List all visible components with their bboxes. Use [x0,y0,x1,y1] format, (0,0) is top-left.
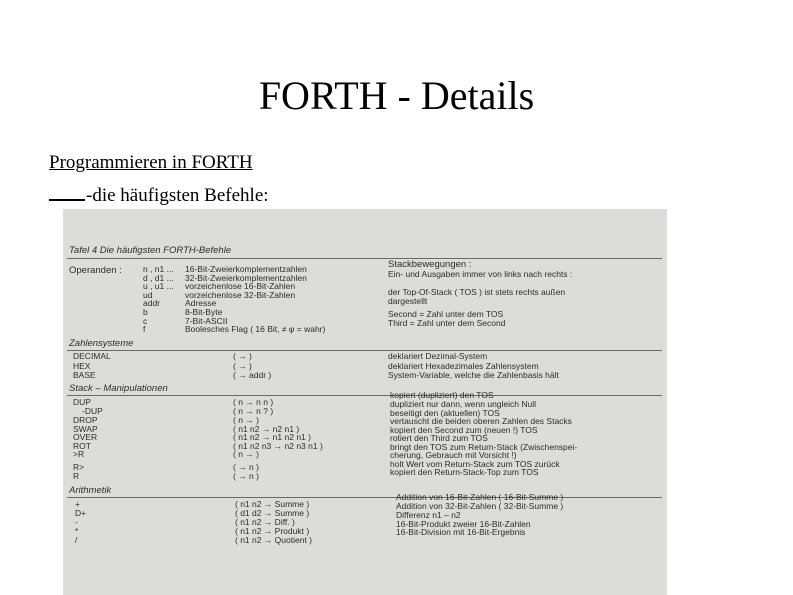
stack-description: bringt den TOS zum Return-Stack (Zwischenspei- [390,441,578,452]
stack-effect: ( → n ) [233,471,259,481]
operand-symbol: d , d1 ... [143,272,174,283]
stack-word: ROT [73,440,91,451]
zahlensystem-description: deklariert Dezimal-System [388,351,488,361]
stack-word: OVER [73,432,98,442]
stack-word: R> [73,462,85,472]
stackbewegungen-header: Stackbewegungen : [388,259,472,270]
stack-word: >R [73,449,85,459]
stack-effect: ( n → n ? ) [233,406,274,416]
stack-note: Second = Zahl unter dem TOS [388,309,504,319]
stack-word: DROP [73,415,98,425]
zahlensysteme-header: Zahlensysteme [69,338,134,349]
stack-description: dupliziert nur dann, wenn ungleich Null [390,399,537,409]
operand-description: 32-Bit-Zweierkomplementzahlen [185,272,307,283]
arith-description: 16-Bit-Division mit 16-Bit-Ergebnis [396,527,526,537]
stack-header: Stack – Manipulationen [69,383,168,394]
arith-word: D+ [75,508,87,518]
subtitle-befehle-text: -die häufigsten Befehle: [86,185,269,206]
operanden-label: Operanden : [69,265,122,276]
arith-description: Addition von 32-Bit-Zahlen ( 32-Bit-Summe ) [396,501,564,511]
zahlensystem-stack-effect: ( → addr ) [233,370,272,380]
stack-word: DUP [73,397,91,407]
stack-effect: ( n1 n2 → n1 n2 n1 ) [233,432,311,442]
slide-title: FORTH - Details [258,73,535,118]
zahlensystem-description: System-Variable, welche die Zahlenbasis hält [388,370,559,380]
stack-description: holt Wert vom Return-Stack zum TOS zurück [390,458,560,469]
operand-symbol: c [143,315,148,326]
arith-description: Addition von 16-Bit-Zahlen ( 16-Bit-Summe ) [396,492,564,502]
arith-divider [67,497,662,498]
blank-line [49,185,85,201]
stack-note: dargestellt [388,296,428,306]
arith-word: + [75,499,80,509]
arith-header: Arithmetik [69,485,112,496]
stack-word: R [73,471,80,481]
operand-description: vorzeichenlose 32-Bit-Zahlen [185,289,296,300]
operand-symbol: b [143,307,148,317]
operand-symbol: addr [143,298,161,309]
operand-symbol: ud [143,289,153,300]
stack-note: Ein- und Ausgaben immer von links nach rechts : [388,269,573,279]
zahlensystem-word: DECIMAL [73,351,111,361]
operand-description: 8-Bit-Byte [185,307,223,317]
arith-stack-effect: ( n1 n2 → Quotient ) [235,535,313,545]
arith-word: * [75,526,79,536]
stack-description: rotiert den Third zum TOS [390,433,488,443]
operand-description: Boolesches Flag ( 16 Bit, ≠ φ = wahr) [185,324,326,335]
stack-description: kopiert (dupliziert) den TOS [390,390,494,400]
stack-description: kopiert den Return-Stack-Top zum TOS [390,467,539,477]
stack-note: Third = Zahl unter dem Second [388,318,506,328]
stack-description: vertauscht die beiden oberen Zahlen des Stacks [390,416,572,426]
stack-effect: ( n1 n2 → n2 n1 ) [233,423,300,434]
stack-description: beseitigt den (aktuellen) TOS [390,407,500,418]
stack-description: cherung, Gebrauch mit Vorsicht !) [390,450,517,460]
stack-effect: ( → n ) [233,462,259,472]
scanned-command-table [63,209,667,595]
zahlensystem-word: HEX [73,360,91,371]
operand-description: Adresse [185,298,217,309]
subtitle-befehle [49,185,269,207]
arith-word: / [75,535,78,545]
stack-word: -DUP [82,406,103,416]
arith-stack-effect: ( n1 n2 → Produkt ) [235,526,310,536]
arith-description: 16-Bit-Produkt zweier 16-Bit-Zahlen [396,519,531,529]
caption-divider [67,258,662,259]
stack-effect: ( n1 n2 n3 → n2 n3 n1 ) [233,440,323,451]
operand-symbol: u , u1 ... [143,281,174,292]
zahlensystem-description: deklariert Hexadezimales Zahlensystem [388,360,539,371]
zahlensysteme-divider [67,350,662,351]
stack-description: kopiert den Second zum (neuen !) TOS [390,424,538,435]
zahlensystem-word: BASE [73,370,96,380]
arith-stack-effect: ( d1 d2 → Summe ) [235,508,310,518]
operand-description: 7-Bit-ASCII [185,315,228,326]
arith-word: - [75,517,78,527]
arith-description: Differenz n1 – n2 [396,510,461,520]
zahlensystem-stack-effect: ( → ) [233,360,252,371]
arith-stack-effect: ( n1 n2 → Summe ) [235,499,310,509]
stack-note: der Top-Of-Stack ( TOS ) ist stets rechts außen [388,287,566,297]
stack-word: SWAP [73,423,98,434]
operand-description: 16-Bit-Zweierkomplementzahlen [185,264,307,274]
subtitle-programmieren: Programmieren in FORTH [49,152,253,173]
zahlensystem-stack-effect: ( → ) [233,351,252,361]
arith-stack-effect: ( n1 n2 → Diff. ) [235,517,295,527]
operand-symbol: f [143,324,146,335]
stack-effect: ( n → n n ) [233,397,274,407]
operand-description: vorzeichenlose 16-Bit-Zahlen [185,281,296,292]
stack-effect: ( n → ) [233,415,259,425]
operand-symbol: n , n1 ... [143,264,174,274]
stack-divider [67,395,662,396]
table-caption: Tafel 4 Die häufigsten FORTH-Befehle [69,245,232,256]
stack-effect: ( n → ) [233,449,259,459]
